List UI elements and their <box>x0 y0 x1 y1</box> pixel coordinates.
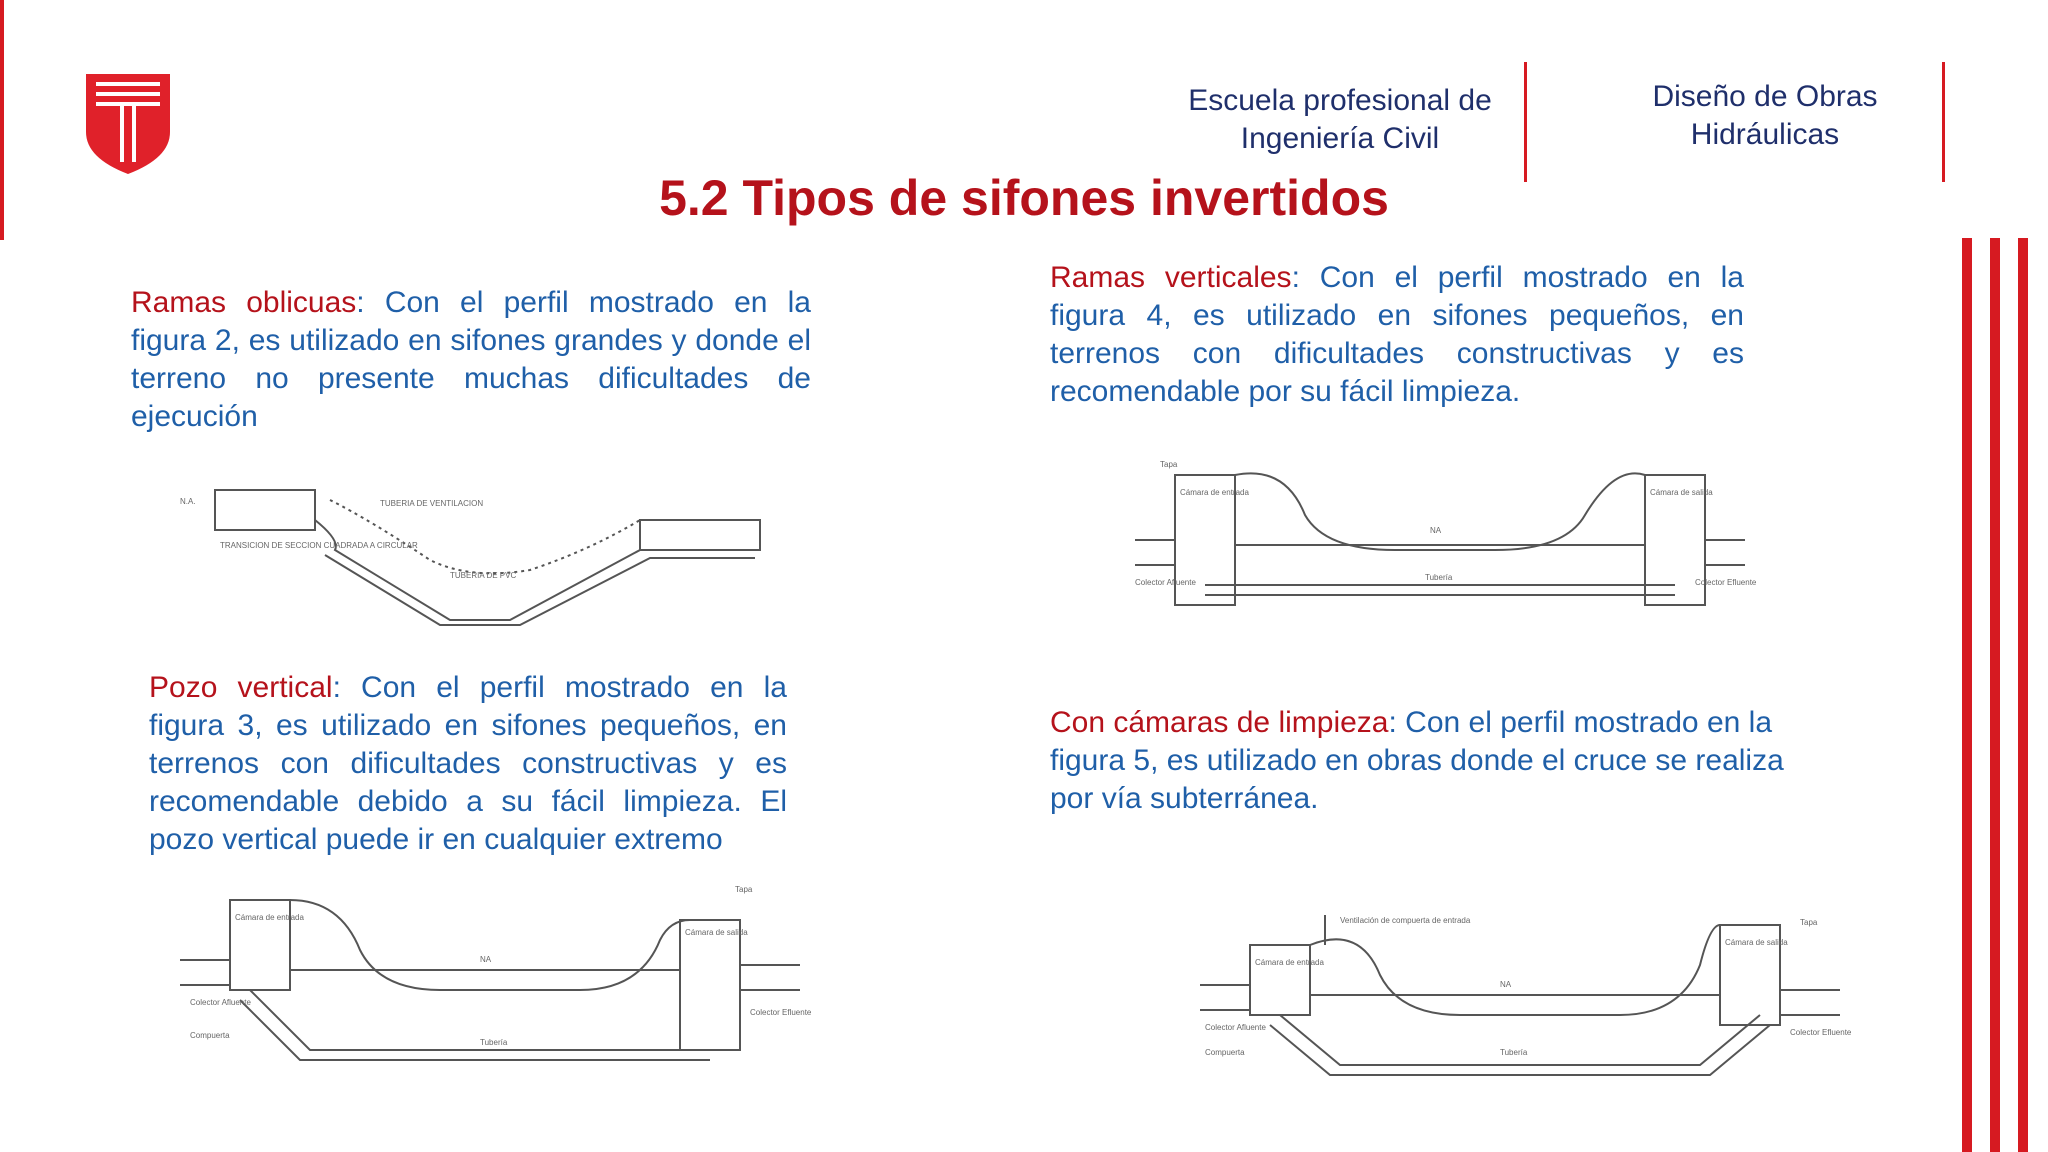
figure-label: TUBERIA DE PVC <box>450 571 517 580</box>
decorative-red-bar <box>1962 238 1972 1152</box>
paragraph-text: : Con el perfil mostrado en la figura 4, es utilizado en sifones pequeños, en terrenos con dificultades constructivas y es recomendable por su fácil limpieza. <box>1050 261 1744 408</box>
figure-label: Ventilación de compuerta de entrada <box>1340 916 1471 925</box>
paragraph-text: : Con el perfil mostrado en la figura 3, es utilizado en sifones pequeños, en terrenos con dificultades constructivas y es recomendable debido a su fácil limpieza. El pozo vertical puede ir en cualquier extremo <box>149 671 787 856</box>
figure-label: Compuerta <box>1205 1048 1245 1057</box>
figure-label: Tubería <box>1500 1048 1528 1057</box>
school-name: Escuela profesional de Ingeniería Civil <box>1188 84 1492 155</box>
figure-label: Cámara de salida <box>1725 938 1788 947</box>
figure-camaras-limpieza <box>1200 905 1852 1085</box>
decorative-red-bar <box>1990 238 2000 1152</box>
figure-label: NA <box>480 955 492 964</box>
term-label: Ramas oblicuas <box>131 286 357 319</box>
figure-label: Tapa <box>1160 460 1178 469</box>
figure-ramas-oblicuas <box>170 480 770 630</box>
figure-label: Compuerta <box>190 1031 230 1040</box>
figure-label: Tapa <box>1800 918 1818 927</box>
figure-label: Colector Efluente <box>1790 1028 1852 1037</box>
figure-label: Colector Afluente <box>190 998 251 1007</box>
paragraph-text: : Con el perfil mostrado en la figura 5, es utilizado en obras donde el cruce se realiza por vía subterránea. <box>1050 706 1784 815</box>
figure-label: Tubería <box>480 1038 508 1047</box>
term-label: Pozo vertical <box>149 671 333 704</box>
header-divider <box>1942 62 1945 182</box>
figure-label: Colector Efluente <box>750 1008 812 1017</box>
figure-label: NA <box>1500 980 1512 989</box>
paragraph-ramas-oblicuas <box>131 284 811 436</box>
page-title: 5.2 Tipos de sifones invertidos <box>659 170 1389 226</box>
figure-label: Cámara de salida <box>1650 488 1713 497</box>
figure-label: Colector Efluente <box>1695 578 1757 587</box>
figure-label: Cámara de entrada <box>1255 958 1324 967</box>
paragraph-camaras-limpieza <box>1050 704 1786 818</box>
paragraph-pozo-vertical <box>149 669 787 859</box>
header-divider <box>1524 62 1527 182</box>
figure-label: Colector Afluente <box>1205 1023 1266 1032</box>
term-label: Ramas verticales <box>1050 261 1292 294</box>
figure-ramas-verticales <box>1135 455 1757 625</box>
decorative-red-bar <box>2018 238 2028 1152</box>
figure-pozo-vertical <box>180 880 812 1070</box>
course-name: Diseño de Obras Hidráulicas <box>1652 80 1878 151</box>
figure-label: Tapa <box>735 885 753 894</box>
figure-label: TRANSICION DE SECCION CUADRADA A CIRCULAR <box>220 541 418 550</box>
paragraph-text: : Con el perfil mostrado en la figura 2, es utilizado en sifones grandes y donde el terreno no presente muchas dificultades de ejecución <box>131 286 811 433</box>
university-logo <box>82 70 174 176</box>
figure-label: TUBERIA DE VENTILACION <box>380 499 484 508</box>
figure-label: N.A. <box>180 497 196 506</box>
figure-label: Cámara de entrada <box>1180 488 1249 497</box>
figure-label: Cámara de entrada <box>235 913 304 922</box>
paragraph-ramas-verticales <box>1050 259 1744 411</box>
term-label: Con cámaras de limpieza <box>1050 706 1389 739</box>
figure-label: Cámara de salida <box>685 928 748 937</box>
figure-label: Tubería <box>1425 573 1453 582</box>
figure-label: Colector Afluente <box>1135 578 1196 587</box>
figure-label: NA <box>1430 526 1442 535</box>
